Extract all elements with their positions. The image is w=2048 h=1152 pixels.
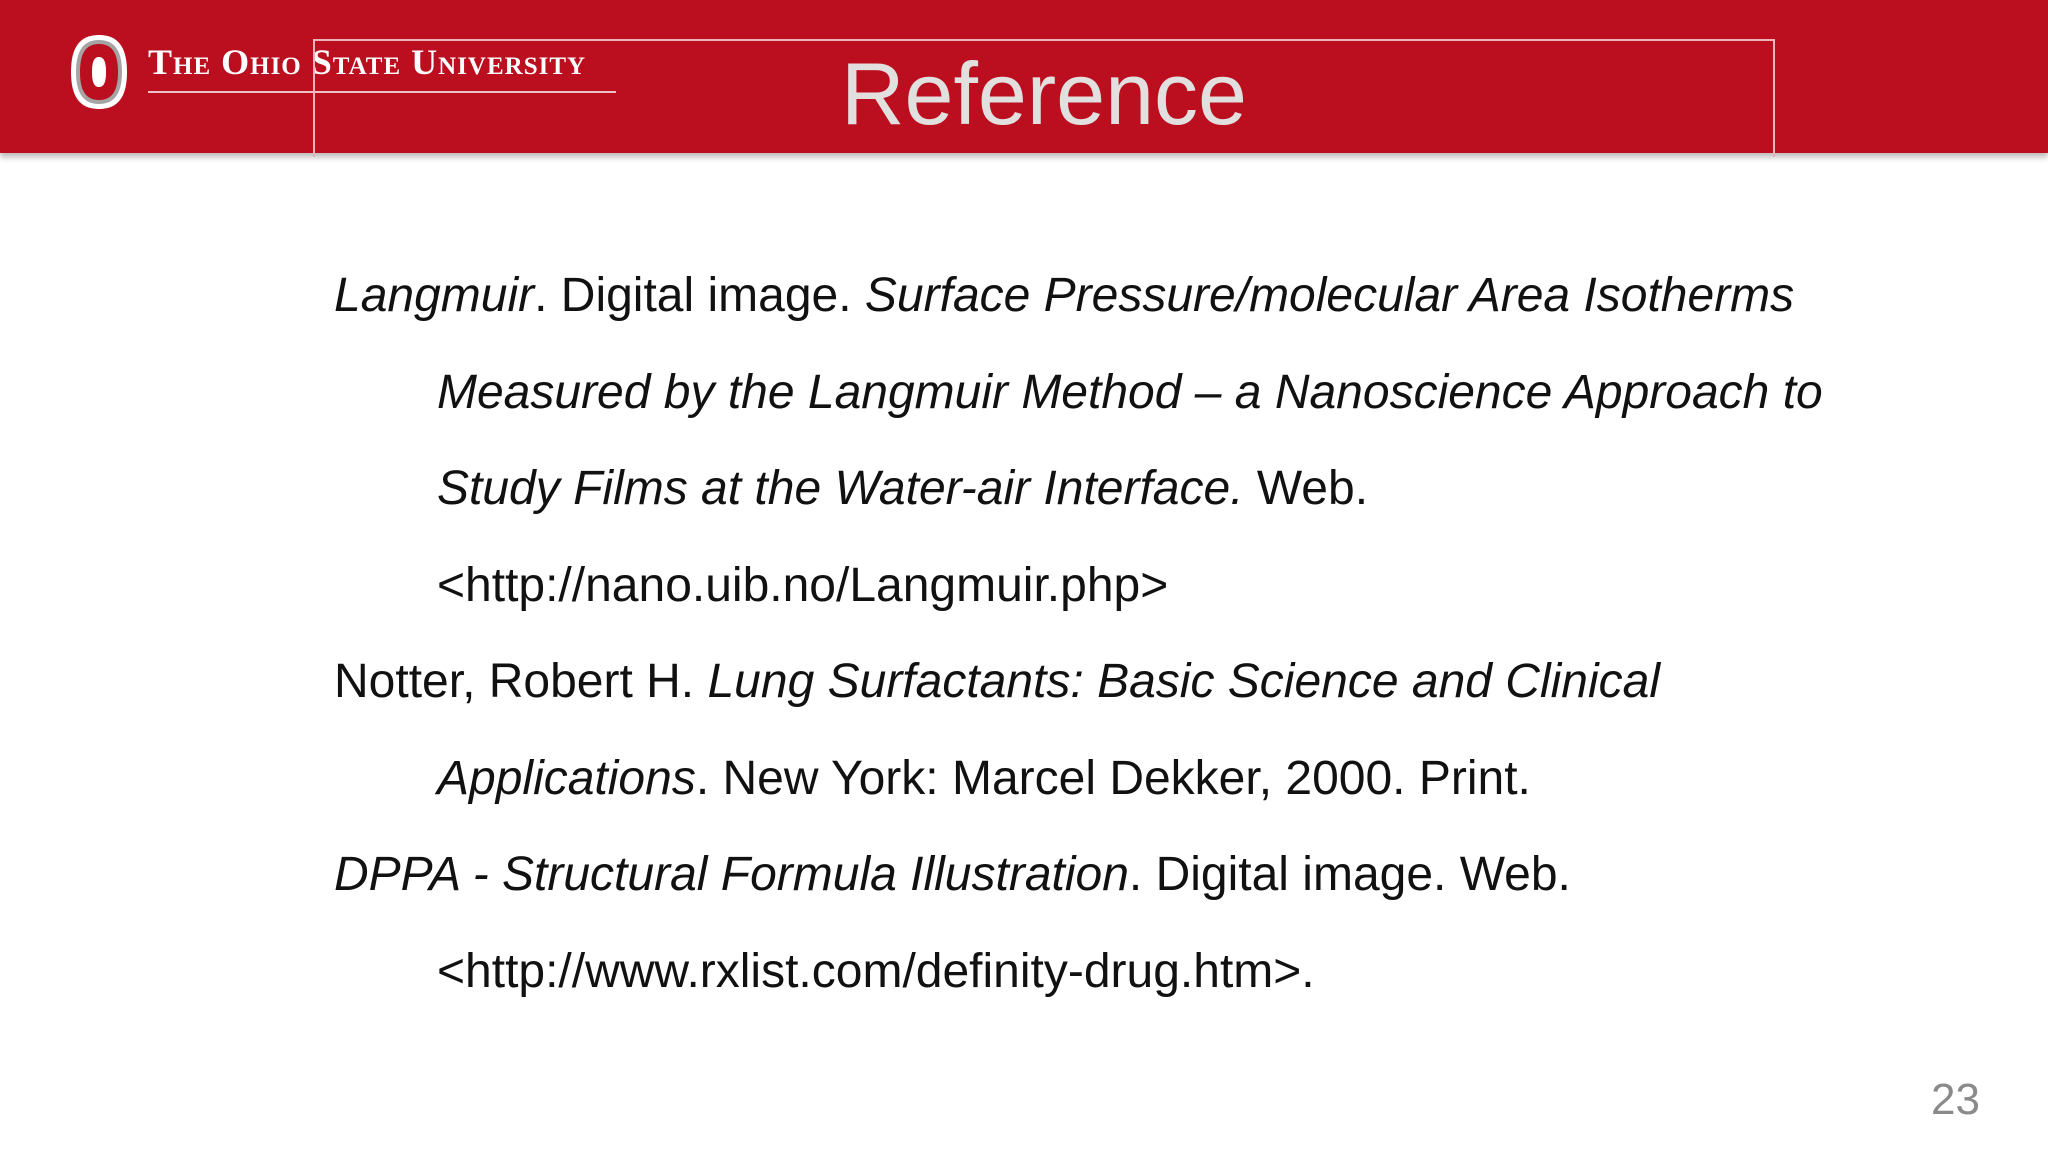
reference-title: Langmuir [334, 269, 535, 322]
block-o-logo-icon [68, 33, 130, 111]
reference-item-langmuir [334, 248, 1834, 634]
reference-source: Surface Pressure/molecular Area Isotherms Measured by the Langmuir Method – a Nanoscience Approach to Study Films at the Water-air Interface. [437, 269, 1823, 515]
reference-item-dppa [334, 827, 1834, 1020]
university-wordmark: The Ohio State University [148, 42, 587, 82]
slide-number: 23 [1931, 1075, 1980, 1124]
reference-title: DPPA - Structural Formula Illustration [334, 848, 1129, 901]
slide-title: Reference [840, 44, 1247, 143]
reference-text: Web. <http://nano.uib.no/Langmuir.php> [437, 462, 1369, 612]
reference-text: . New York: Marcel Dekker, 2000. Print. [695, 751, 1531, 805]
reference-item-notter [334, 634, 1834, 827]
reference-text: . Digital image. Web. <http://www.rxlist.com/definity-drug.htm>. [437, 848, 1571, 998]
reference-text: . Digital image. [534, 269, 865, 322]
reference-title: Lung Surfactants: Basic Science and Clinical Applications [437, 655, 1661, 805]
reference-author: Notter, Robert H. [334, 655, 708, 708]
reference-list [334, 248, 1834, 1020]
